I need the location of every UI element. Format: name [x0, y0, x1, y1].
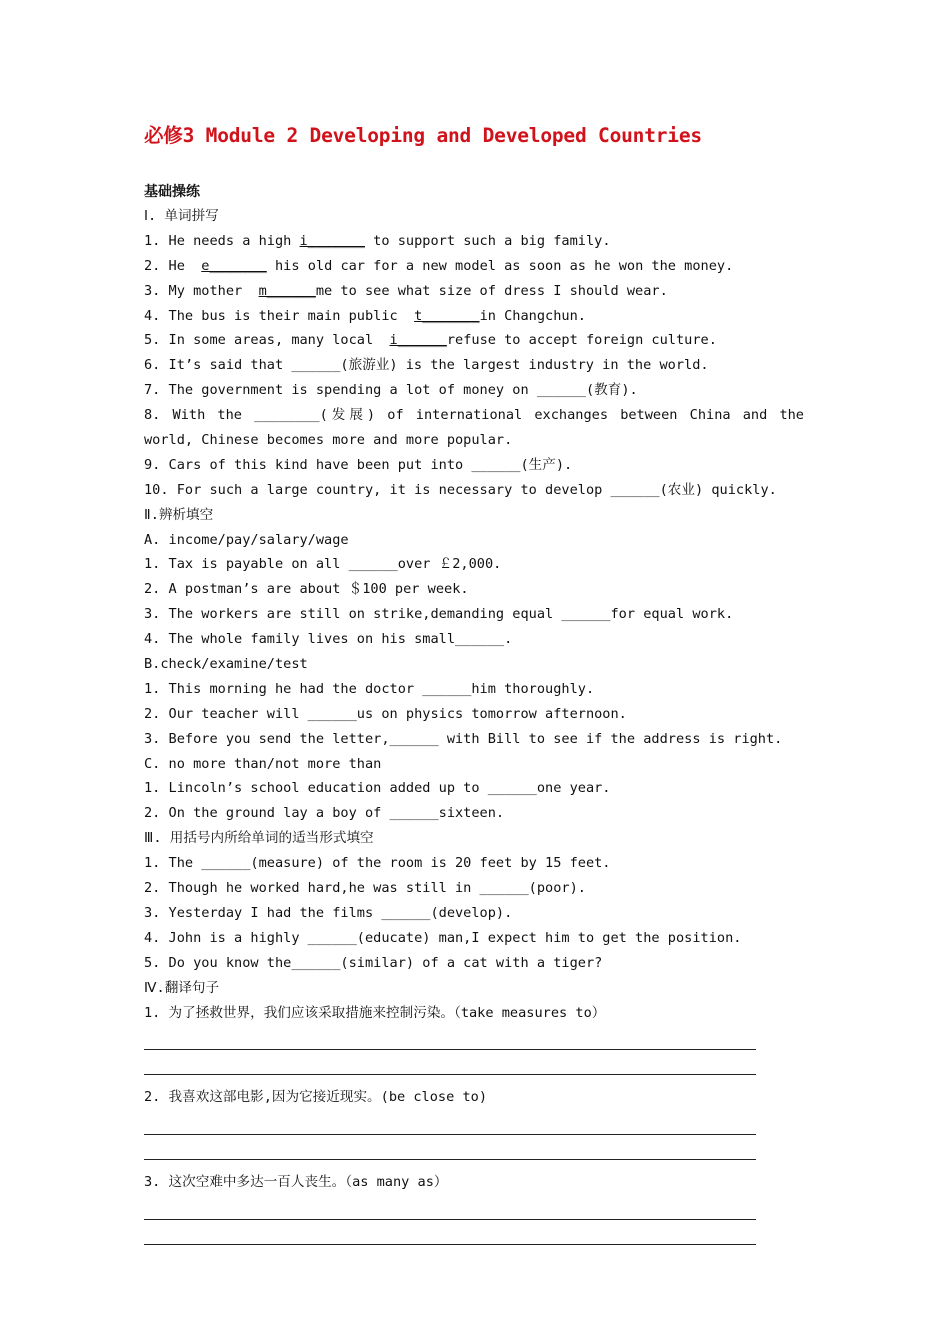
part2-b-item-1: 1. This morning he had the doctor ______him thoroughly. [144, 680, 595, 697]
part1-item-7: 7. The government is spending a lot of money on ______(教育). [144, 382, 638, 399]
part2-group-b-label: B.check/examine/test [144, 656, 308, 673]
part4-item-3: 3. 这次空难中多达一百人丧生。（as many as） [144, 1174, 448, 1191]
answer-line[interactable] [144, 1135, 756, 1160]
part1-item-1: 1. He needs a high i_______ to support such a big family. [144, 232, 611, 249]
part2-b-item-3: 3. Before you send the letter,______ with Bill to see if the address is right. [144, 730, 783, 747]
part1-item-10: 10. For such a large country, it is necessary to develop ______(农业) quickly. [144, 481, 777, 498]
part1-item-9: 9. Cars of this kind have been put into ______(生产). [144, 456, 573, 473]
part3-item-5: 5. Do you know the______(similar) of a cat with a tiger? [144, 954, 603, 971]
page-title: 必修3 Module 2 Developing and Developed Countries [144, 124, 702, 147]
part2-a-item-3: 3. The workers are still on strike,demanding equal ______for equal work. [144, 606, 734, 623]
part2-c-item-1: 1. Lincoln’s school education added up to ______one year. [144, 780, 611, 797]
part2-b-item-2: 2. Our teacher will ______us on physics tomorrow afternoon. [144, 705, 627, 722]
part1-item-8-line1: 8. With the ________(发展) of international exchanges between China and the [144, 407, 804, 424]
part2-a-item-1: 1. Tax is payable on all ______over ￡2,000. [144, 556, 502, 573]
part3-item-3: 3. Yesterday I had the films ______(develop). [144, 904, 513, 921]
answer-line[interactable] [144, 1220, 756, 1245]
part1-item-4: 4. The bus is their main public t_______in Changchun. [144, 307, 586, 324]
part2-a-item-4: 4. The whole family lives on his small______. [144, 631, 513, 648]
part3-item-4: 4. John is a highly ______(educate) man,I expect him to get the position. [144, 929, 742, 946]
part1-item-8-line2: world, Chinese becomes more and more popular. [144, 432, 513, 449]
worksheet-page [144, 118, 804, 1245]
part1-heading: Ⅰ. 单词拼写 [144, 208, 219, 224]
part3-item-1: 1. The ______(measure) of the room is 20 feet by 15 feet. [144, 855, 611, 872]
part1-item-5: 5. In some areas, many local i______refuse to accept foreign culture. [144, 332, 717, 349]
part4-item-2: 2. 我喜欢这部电影,因为它接近现实。(be close to) [144, 1089, 488, 1106]
part3-heading: Ⅲ. 用括号内所给单词的适当形式填空 [144, 830, 374, 847]
part3-item-2: 2. Though he worked hard,he was still in ______(poor). [144, 880, 586, 897]
part2-heading: Ⅱ.辨析填空 [144, 506, 214, 523]
part2-group-c-label: C. no more than/not more than [144, 755, 382, 772]
part1-item-6: 6. It’s said that ______(旅游业) is the largest industry in the world. [144, 357, 709, 374]
part1-item-2: 2. He e_______ his old car for a new model as soon as he won the money. [144, 257, 734, 274]
part4-heading: Ⅳ.翻译句子 [144, 979, 220, 996]
section-heading: 基础操练 [144, 184, 200, 200]
part1-item-3: 3. My mother m______me to see what size of dress I should wear. [144, 282, 668, 299]
answer-line[interactable] [144, 1025, 756, 1050]
part2-a-item-2: 2. A postman’s are about ＄100 per week. [144, 581, 469, 598]
answer-line[interactable] [144, 1110, 756, 1135]
part2-c-item-2: 2. On the ground lay a boy of ______sixteen. [144, 805, 505, 822]
part4-item-1: 1. 为了拯救世界，我们应该采取措施来控制污染。（take measures to） [144, 1004, 606, 1021]
answer-line[interactable] [144, 1195, 756, 1220]
answer-line[interactable] [144, 1050, 756, 1075]
part2-group-a-label: A. income/pay/salary/wage [144, 531, 349, 548]
